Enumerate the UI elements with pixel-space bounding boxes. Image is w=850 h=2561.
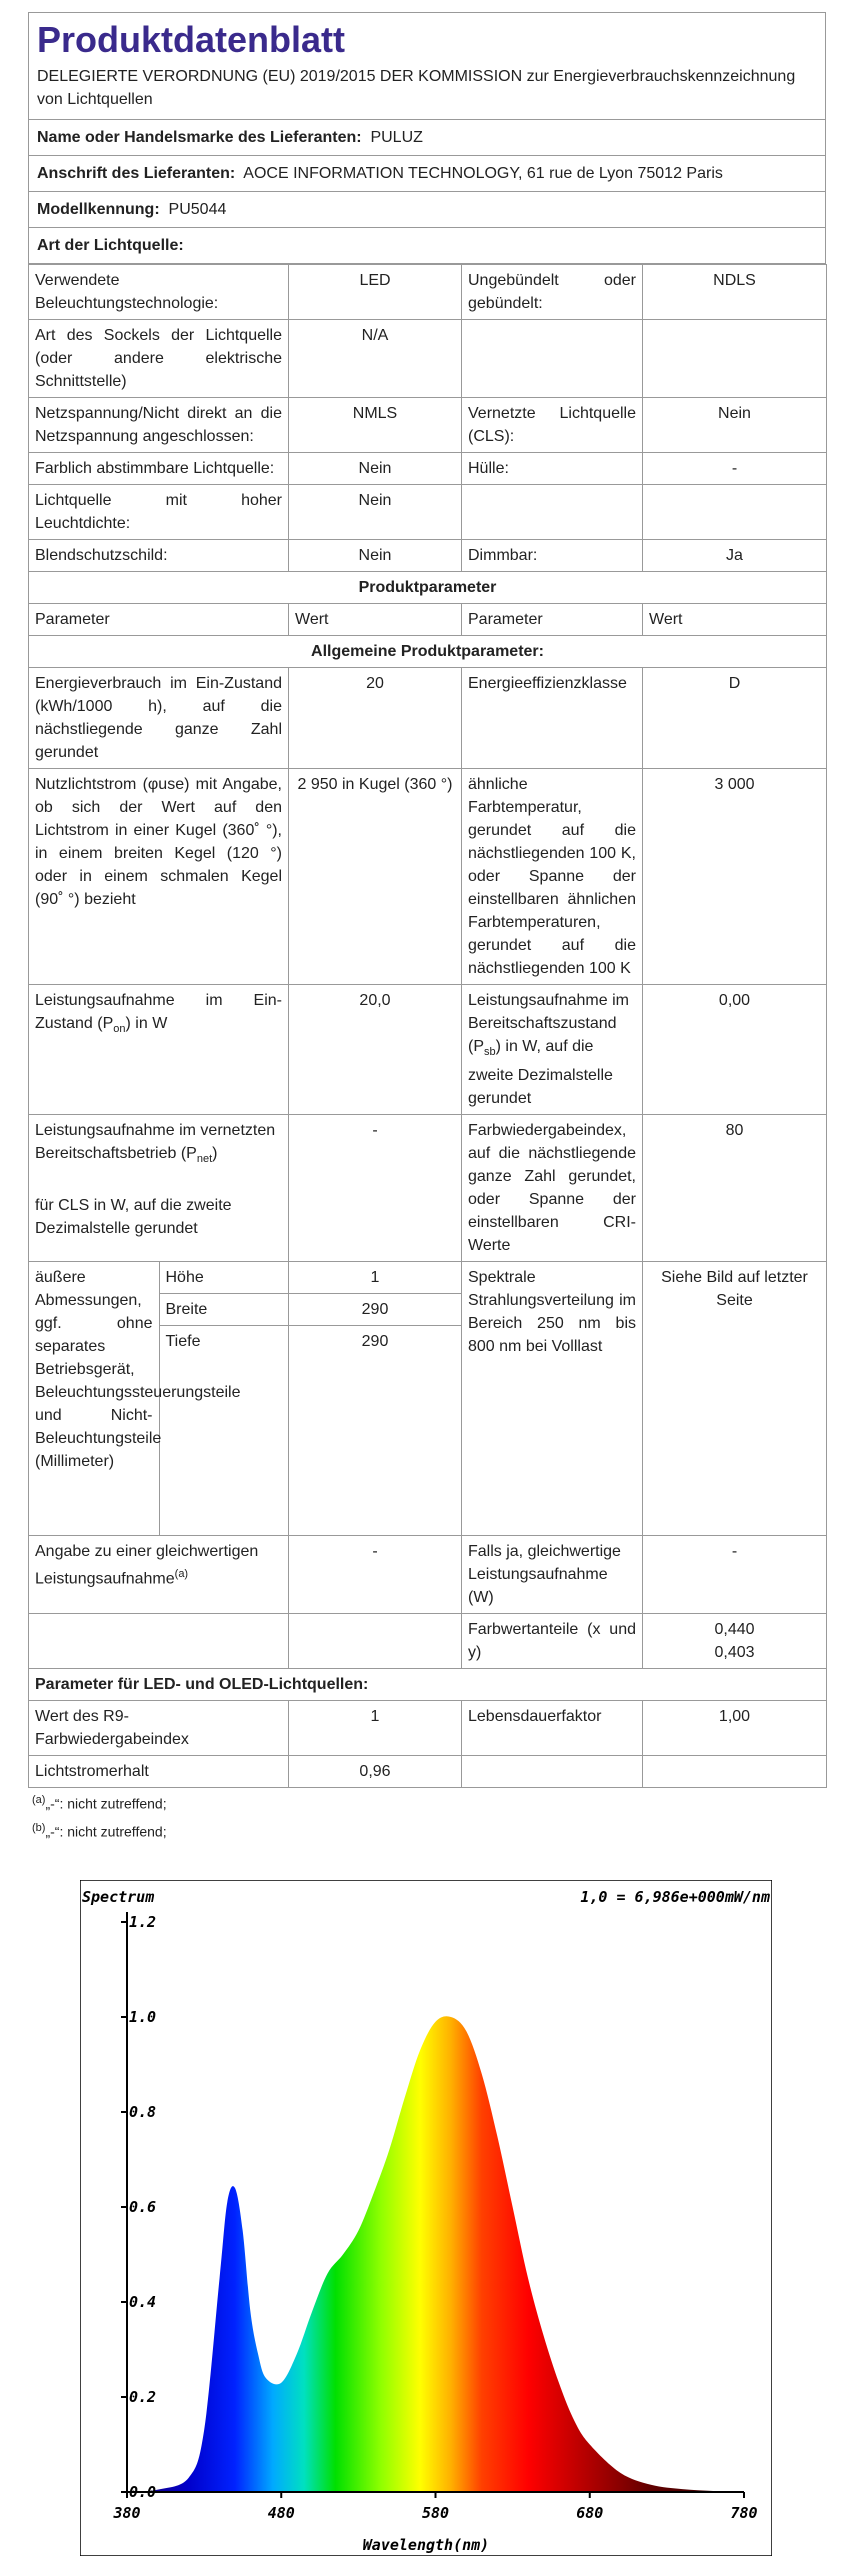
type-row-v1: Nein xyxy=(289,453,462,485)
type-header: Art der Lichtquelle: xyxy=(28,228,826,264)
y-tick-label: 0.8 xyxy=(129,2103,157,2121)
type-row-v1: NMLS xyxy=(289,398,462,453)
type-row-v2: NDLS xyxy=(643,265,827,320)
model-value: PU5044 xyxy=(168,201,227,218)
type-row-p1: Farblich abstimmbare Lichtquelle: xyxy=(29,453,289,485)
type-row xyxy=(29,320,827,398)
cri-label: Farbwiedergabeindex, auf die nächstliegende ganze Zahl gerundet, oder Spanne der einstellbaren CRI-Werte xyxy=(462,1115,643,1262)
maint-label: Lichtstromerhalt xyxy=(29,1756,289,1788)
depth-value: 290 xyxy=(361,1333,389,1351)
supplier-address-value: AOCE INFORMATION TECHNOLOGY, 61 rue de Lyon 75012 Paris xyxy=(243,165,723,182)
height-value: 1 xyxy=(289,1262,461,1294)
spectrum-chart xyxy=(80,1880,772,2556)
model-label: Modellkennung: xyxy=(37,201,160,218)
equiv-label xyxy=(29,1536,289,1614)
supplier-name-value: PULUZ xyxy=(370,129,423,146)
chart-annotation: 1,0 = 6,986e+000mW/nm xyxy=(580,1888,770,1906)
type-row-p2: Ungebündelt oder gebündelt: xyxy=(462,265,643,320)
footnote-a-sup: (a) xyxy=(32,1794,46,1807)
type-row xyxy=(29,398,827,453)
type-row-v2 xyxy=(643,485,827,540)
x-tick-label: 580 xyxy=(421,2504,450,2522)
equiv-sup: (a) xyxy=(174,1568,189,1581)
supplier-address-row xyxy=(28,156,826,192)
dims-row xyxy=(29,1262,827,1536)
x-tick-label: 480 xyxy=(267,2504,295,2522)
standby-label-b: ) in W, auf die zweite Dezimalstelle gerundet xyxy=(468,1038,613,1108)
power-net-sub: net xyxy=(196,1153,213,1166)
type-row-p2 xyxy=(462,485,643,540)
height-label: Höhe xyxy=(159,1262,289,1294)
type-row-p1: Verwendete Beleuchtungstechnologie: xyxy=(29,265,289,320)
chroma-y: 0,403 xyxy=(714,1644,755,1662)
equiv-row xyxy=(29,1536,827,1614)
equiv-label-text: Angabe zu einer gleichwertigen Leistungsaufnahme xyxy=(35,1543,259,1588)
power-net-label-a: Leistungsaufnahme im vernetzten Bereitschaftsbetrieb (P xyxy=(35,1122,276,1163)
col-param-1: Parameter xyxy=(29,604,289,636)
y-tick-label: 0.0 xyxy=(129,2483,157,2501)
energy-value: 20 xyxy=(289,668,462,769)
dims-label: äußere Abmessungen, ggf. ohne separates Betriebsgerät, Beleuchtungssteuerungsteile und Nicht-Beleuchtungsteile (Millimeter) xyxy=(29,1262,159,1535)
led-header: Parameter für LED- und OLED-Lichtquellen: xyxy=(29,1669,827,1701)
cri-value: 80 xyxy=(643,1115,827,1262)
flux-value: 2 950 in Kugel (360 °) xyxy=(289,769,462,985)
col-value-1: Wert xyxy=(289,604,462,636)
col-value-2: Wert xyxy=(643,604,827,636)
x-axis-label: Wavelength(nm) xyxy=(362,2536,490,2554)
flux-row xyxy=(29,769,827,985)
type-row-p1: Lichtquelle mit hoher Leuchtdichte: xyxy=(29,485,289,540)
width-label: Breite xyxy=(159,1294,289,1326)
x-tick-label: 780 xyxy=(730,2504,758,2522)
spectral-label: Spektrale Strahlungsverteilung im Bereich 250 nm bis 800 nm bei Volllast xyxy=(462,1262,643,1536)
type-row-v2 xyxy=(643,320,827,398)
width-value: 290 xyxy=(289,1294,461,1326)
flux-label: Nutzlichtstrom (φuse) mit Angabe, ob sich der Wert auf den Lichtstrom in einer Kugel (360˚ °), in einem breiten Kegel (120 °) oder in einem schmalen Kegel (90˚ °) bezieht xyxy=(29,769,289,985)
power-on-label-a: Leistungsaufnahme im Ein-Zustand (P xyxy=(35,992,282,1032)
type-row-p2: Dimmbar: xyxy=(462,540,643,572)
power-on-sub: on xyxy=(113,1023,126,1036)
chroma-label: Farbwertanteile (x und y) xyxy=(462,1614,643,1669)
power-net-label-c: für CLS in W, auf die zweite Dezimalstelle gerundet xyxy=(35,1197,232,1238)
type-row-p2: Vernetzte Lichtquelle (CLS): xyxy=(462,398,643,453)
energy-row xyxy=(29,668,827,769)
params-header: Produktparameter xyxy=(29,572,827,604)
y-tick-label: 0.6 xyxy=(129,2198,157,2216)
page-title: Produktdatenblatt xyxy=(37,19,346,60)
equiv-value: - xyxy=(289,1536,462,1614)
dims-cell xyxy=(29,1262,289,1536)
type-row-p1: Blendschutzschild: xyxy=(29,540,289,572)
power-on-label-b: ) in W xyxy=(125,1015,168,1032)
lifetime-value: 1,00 xyxy=(643,1701,827,1756)
y-tick-label: 1.2 xyxy=(129,1913,157,1931)
r9-value: 1 xyxy=(289,1701,462,1756)
type-row-v2: Nein xyxy=(643,398,827,453)
footnote-a-text: „-“: nicht zutreffend; xyxy=(45,1795,167,1812)
dims-values xyxy=(289,1262,462,1536)
type-row-p1: Netzspannung/Nicht direkt an die Netzspannung angeschlossen: xyxy=(29,398,289,453)
y-tick-label: 0.4 xyxy=(129,2293,157,2311)
spec-table xyxy=(28,264,827,1788)
power-on-value: 20,0 xyxy=(289,985,462,1115)
chart-title: Spectrum xyxy=(82,1888,155,1906)
model-row xyxy=(28,192,826,228)
type-row-p2: Hülle: xyxy=(462,453,643,485)
type-rows xyxy=(29,265,827,572)
y-tick-label: 0.2 xyxy=(129,2388,157,2406)
type-row-v1: Nein xyxy=(289,540,462,572)
lifetime-label: Lebensdauerfaktor xyxy=(462,1701,643,1756)
cct-label: ähnliche Farbtemperatur, gerundet auf die nächstliegenden 100 K, oder Spanne der einstellbaren ähnlichen Farbtemperaturen, gerundet auf die nächstliegenden 100 K xyxy=(462,769,643,985)
power-net-value: - xyxy=(289,1115,462,1262)
general-header: Allgemeine Produktparameter: xyxy=(29,636,827,668)
spectral-value: Siehe Bild auf letzter Seite xyxy=(643,1262,827,1536)
maint-value: 0,96 xyxy=(289,1756,462,1788)
power-net-label xyxy=(29,1115,289,1262)
x-tick-label: 380 xyxy=(113,2504,141,2522)
y-tick-label: 1.0 xyxy=(129,2008,157,2026)
standby-label xyxy=(462,985,643,1115)
type-row-v1: N/A xyxy=(289,320,462,398)
type-row-v2: Ja xyxy=(643,540,827,572)
depth-label: Tiefe xyxy=(165,1333,201,1351)
type-row-v2: - xyxy=(643,453,827,485)
dims-inner xyxy=(29,1262,289,1535)
r9-label: Wert des R9-Farbwiedergabeindex xyxy=(29,1701,289,1756)
x-tick-label: 680 xyxy=(576,2504,604,2522)
type-row-v1: Nein xyxy=(289,485,462,540)
footnote-b-text: „-“: nicht zutreffend; xyxy=(45,1823,167,1840)
energy-label: Energieverbrauch im Ein-Zustand (kWh/1000 h), auf die nächstliegende ganze Zahl gerundet xyxy=(29,668,289,769)
maint-row xyxy=(29,1756,827,1788)
equiv-w-value: - xyxy=(643,1536,827,1614)
standby-value: 0,00 xyxy=(643,985,827,1115)
supplier-address-label: Anschrift des Lieferanten: xyxy=(37,165,236,182)
chroma-x: 0,440 xyxy=(714,1621,755,1639)
standby-sub: sb xyxy=(484,1046,496,1059)
power-on-row xyxy=(29,985,827,1115)
col-param-2: Parameter xyxy=(462,604,643,636)
datasheet xyxy=(28,12,826,1844)
r9-row xyxy=(29,1701,827,1756)
type-row-v1: LED xyxy=(289,265,462,320)
footnote-a xyxy=(28,1788,826,1816)
type-row-p2 xyxy=(462,320,643,398)
footnote-b-sup: (b) xyxy=(32,1821,46,1834)
power-on-label xyxy=(29,985,289,1115)
type-row xyxy=(29,540,827,572)
supplier-name-row xyxy=(28,120,826,156)
chroma-row xyxy=(29,1614,827,1669)
chroma-value xyxy=(643,1614,827,1669)
efficiency-label: Energieeffizienzklasse xyxy=(462,668,643,769)
type-row xyxy=(29,453,827,485)
power-net-row xyxy=(29,1115,827,1262)
type-row xyxy=(29,265,827,320)
regulation-text: DELEGIERTE VERORDNUNG (EU) 2019/2015 DER KOMMISSION zur Energieverbrauchskennzeichnung von Lichtquellen xyxy=(37,68,796,108)
supplier-name-label: Name oder Handelsmarke des Lieferanten: xyxy=(37,129,362,146)
footnote-b xyxy=(28,1816,826,1844)
equiv-w-label: Falls ja, gleichwertige Leistungsaufnahme (W) xyxy=(462,1536,643,1614)
efficiency-value: D xyxy=(643,668,827,769)
standby-label-a: Leistungsaufnahme im Bereitschaftszustand (P xyxy=(468,992,629,1055)
type-row xyxy=(29,485,827,540)
type-row-p1: Art des Sockels der Lichtquelle (oder andere elektrische Schnittstelle) xyxy=(29,320,289,398)
power-net-label-b: ) xyxy=(212,1145,218,1163)
header-box xyxy=(28,12,826,120)
cct-value: 3 000 xyxy=(643,769,827,985)
spectrum-svg xyxy=(80,1880,772,2556)
